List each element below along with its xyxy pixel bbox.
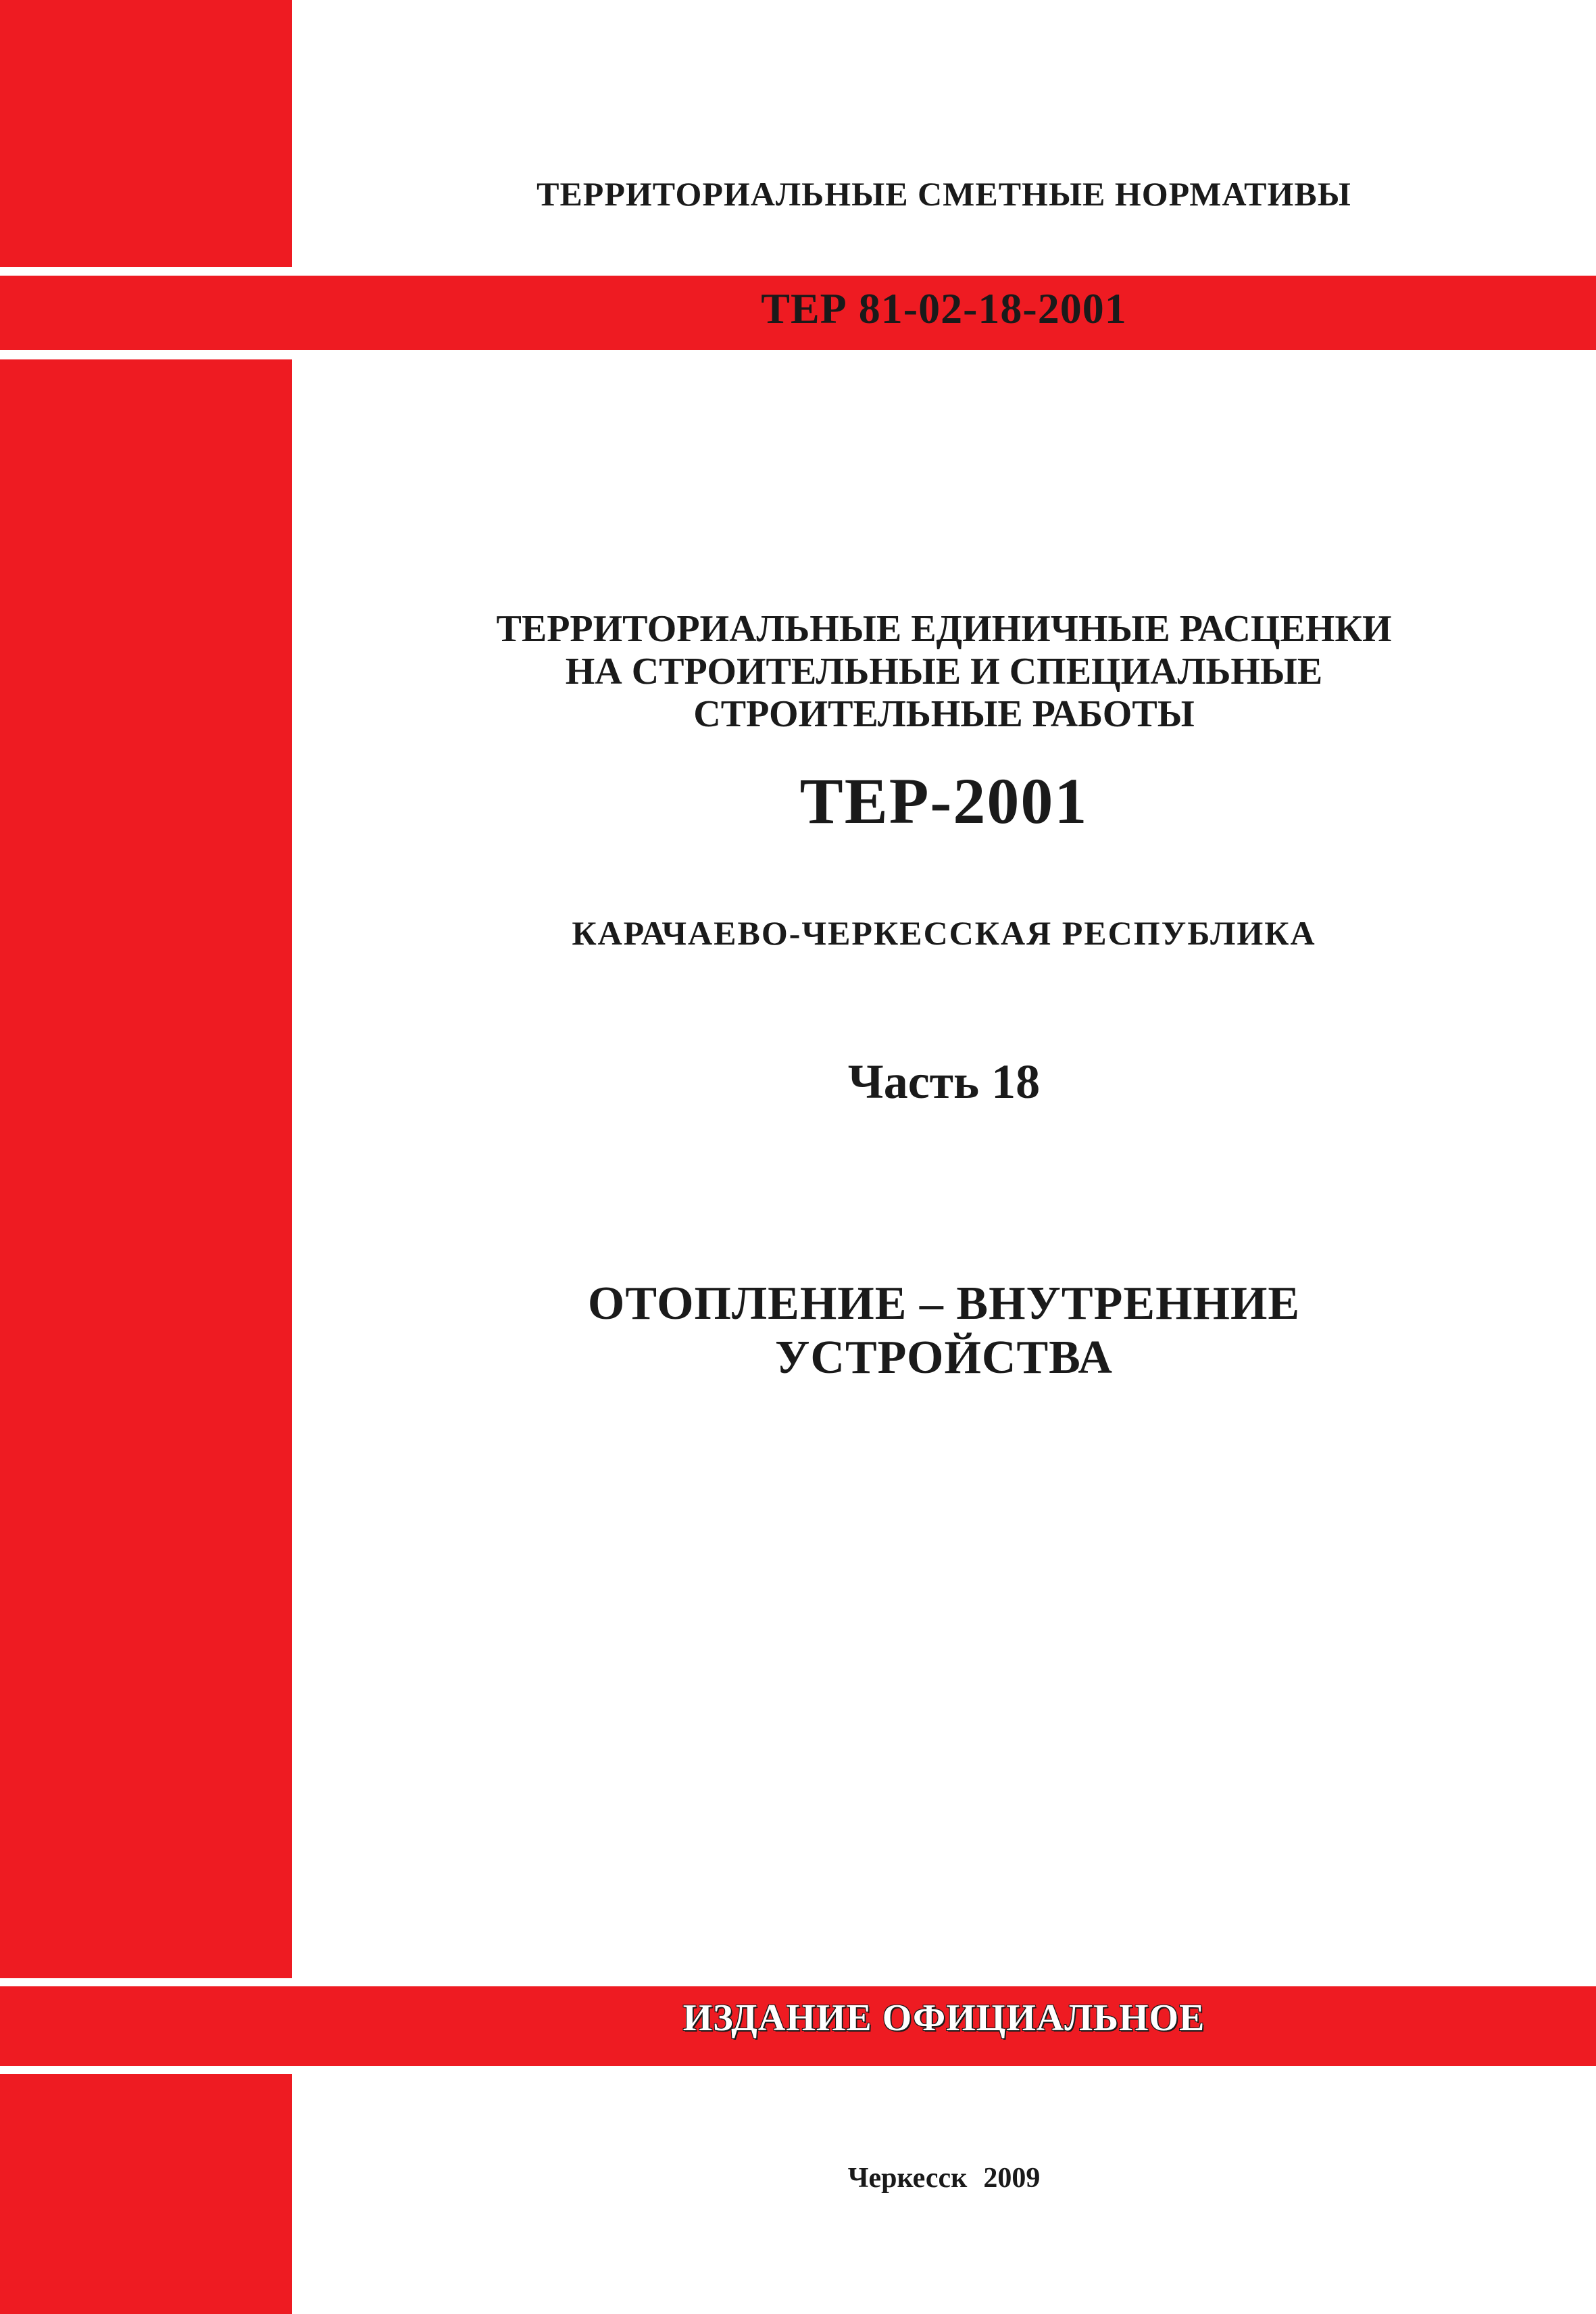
region-name: КАРАЧАЕВО-ЧЕРКЕССКАЯ РЕСПУБЛИКА — [572, 914, 1316, 952]
section-title — [292, 1277, 1596, 1385]
main-title — [292, 608, 1596, 736]
official-edition-label: ИЗДАНИЕ ОФИЦИАЛЬНОЕ — [682, 1997, 1205, 2039]
publication-imprint — [292, 2162, 1596, 2194]
main-title-line: СТРОИТЕЛЬНЫЕ РАБОТЫ — [693, 693, 1195, 735]
main-title-line: ТЕРРИТОРИАЛЬНЫЕ ЕДИНИЧНЫЕ РАСЦЕНКИ — [496, 608, 1392, 650]
strip-gap — [0, 350, 292, 359]
section-title-line: ОТОПЛЕНИЕ – ВНУТРЕННИЕ — [587, 1278, 1301, 1330]
document-code: ТЕР 81-02-18-2001 — [761, 284, 1127, 332]
series-title: ТЕРРИТОРИАЛЬНЫЕ СМЕТНЫЕ НОРМАТИВЫ — [537, 175, 1351, 213]
publication-year: 2009 — [983, 2163, 1041, 2194]
section-title-line: УСТРОЙСТВА — [775, 1332, 1113, 1384]
strip-gap — [0, 1978, 292, 1986]
publication-city: Черкесск — [847, 2163, 968, 2194]
main-title-line: НА СТРОИТЕЛЬНЫЕ И СПЕЦИАЛЬНЫЕ — [565, 651, 1323, 693]
strip-gap — [0, 267, 292, 276]
strip-gap — [0, 2066, 292, 2074]
part-number: Часть 18 — [847, 1055, 1041, 1109]
collection-code: ТЕР-2001 — [799, 765, 1089, 837]
